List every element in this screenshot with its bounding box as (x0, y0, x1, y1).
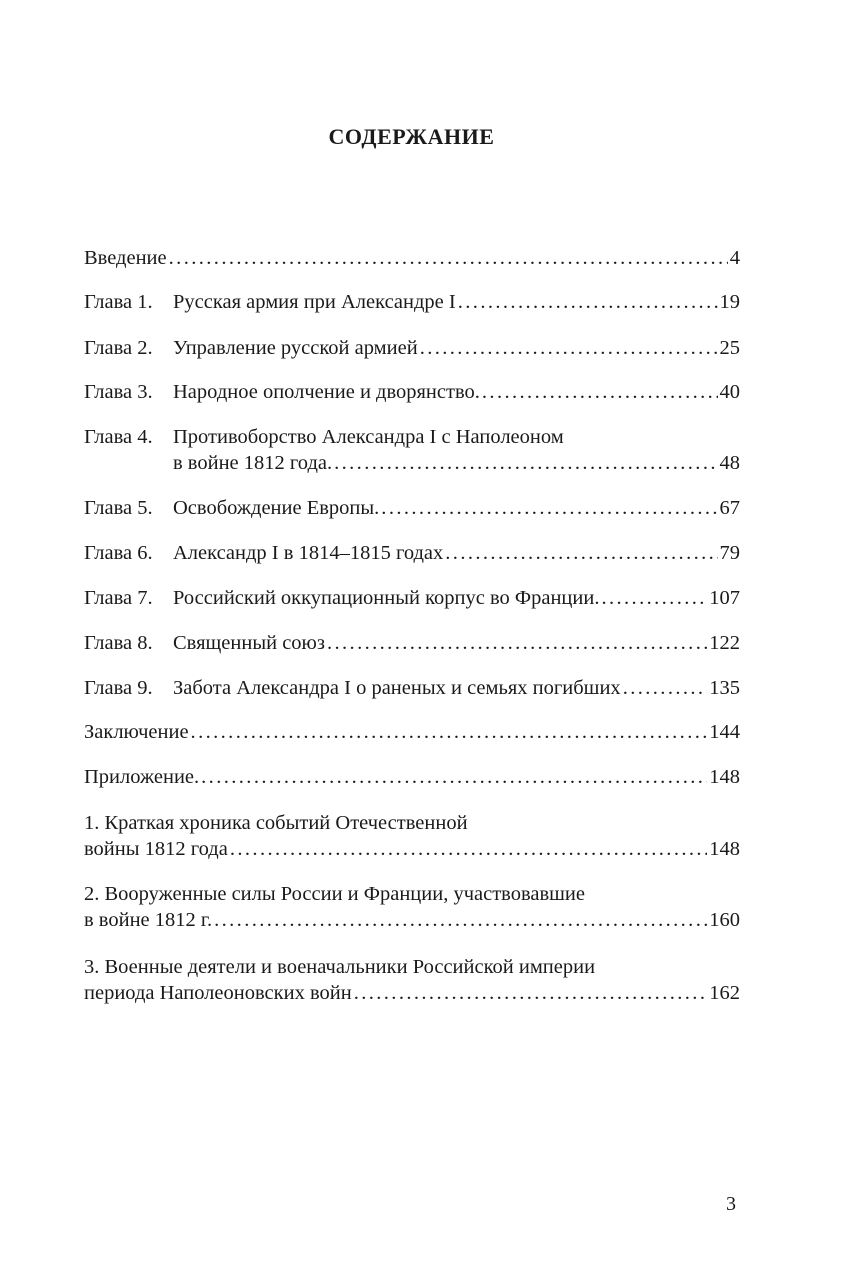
toc-entry-title: Александр I в 1814–1815 годах (173, 542, 444, 564)
dot-leader (445, 540, 717, 566)
toc-entry-title-line-1: 1. Краткая хроника событий Отечественной (84, 812, 468, 834)
toc-entry-page: 148 (709, 838, 740, 860)
dot-leader (482, 379, 718, 405)
chapter-label: Глава 1. (84, 291, 153, 313)
toc-entry-appendix-2 (84, 881, 740, 933)
toc-entry-introduction (84, 245, 740, 271)
dot-leader (169, 245, 728, 271)
dot-leader (601, 585, 707, 611)
toc-entry-appendix-3 (84, 954, 740, 1006)
toc-entry-page: 122 (709, 632, 740, 654)
toc-entry-page: 135 (709, 677, 740, 699)
toc-entry-title: Освобождение Европы. (173, 497, 380, 519)
dot-leader (381, 495, 717, 521)
toc-entry-page: 19 (719, 291, 740, 313)
toc-entry-page: 4 (729, 247, 740, 269)
toc-entry-conclusion (84, 719, 740, 745)
toc-entry-title-line-1: 3. Военные деятели и военачальники Российской империи (84, 956, 596, 978)
toc-entry-title: Приложение. (84, 766, 200, 788)
toc-entry-title-line-1: Противоборство Александра I с Наполеоном (173, 426, 564, 448)
dot-leader (354, 980, 708, 1006)
dot-leader (458, 289, 718, 315)
chapter-label: Глава 8. (84, 632, 153, 654)
page-title: СОДЕРЖАНИЕ (328, 124, 495, 149)
toc-entry-chapter-7 (84, 585, 740, 611)
toc-entry-page: 79 (719, 542, 740, 564)
toc-entry-chapter-6 (84, 540, 740, 566)
toc-entry-chapter-8 (84, 630, 740, 656)
toc-entry-appendix-1 (84, 810, 740, 862)
toc-entry-title: Введение (84, 247, 167, 269)
toc-entry-chapter-5 (84, 495, 740, 521)
chapter-label: Глава 2. (84, 337, 153, 359)
dot-leader (327, 630, 707, 656)
toc-entry-chapter-2 (84, 335, 740, 361)
toc-entry-page: 107 (709, 587, 740, 609)
toc-entry-page: 162 (709, 982, 740, 1004)
toc-entry-chapter-4 (84, 424, 740, 476)
toc-entry-page: 40 (719, 381, 740, 403)
toc-entry-title-line-2: войны 1812 года (84, 838, 228, 860)
chapter-label: Глава 9. (84, 677, 153, 699)
toc-entry-page: 144 (709, 721, 740, 743)
toc-entry-chapter-1 (84, 289, 740, 315)
chapter-label: Глава 6. (84, 542, 153, 564)
toc-entry-chapter-3 (84, 379, 740, 405)
toc-entry-appendix (84, 764, 740, 790)
toc-entry-title: Заключение (84, 721, 189, 743)
toc-entry-title-line-2: периода Наполеоновских войн (84, 982, 352, 1004)
chapter-label: Глава 4. (84, 426, 153, 448)
toc-entry-title: Российский оккупационный корпус во Франции. (173, 587, 600, 609)
page-number: 3 (726, 1193, 736, 1215)
toc-entry-title-line-2: в войне 1812 г. (84, 909, 213, 931)
toc-entry-title: Забота Александра I о раненых и семьях погибших (173, 677, 621, 699)
dot-leader (201, 764, 707, 790)
dot-leader (334, 450, 717, 476)
chapter-label: Глава 7. (84, 587, 153, 609)
toc-entry-chapter-9 (84, 675, 740, 701)
dot-leader (191, 719, 708, 745)
toc-entry-page: 67 (719, 497, 740, 519)
toc-entry-title: Русская армия при Александре I (173, 291, 456, 313)
chapter-label: Глава 5. (84, 497, 153, 519)
toc-entry-page: 148 (709, 766, 740, 788)
toc-entry-title: Священный союз (173, 632, 325, 654)
toc-entry-title: Народное ополчение и дворянство. (173, 381, 480, 403)
dot-leader (623, 675, 708, 701)
toc-entry-title-line-2: в войне 1812 года. (173, 452, 333, 474)
dot-leader (420, 335, 718, 361)
toc-entry-page: 25 (719, 337, 740, 359)
dot-leader (214, 907, 707, 933)
dot-leader (230, 836, 707, 862)
chapter-label: Глава 3. (84, 381, 153, 403)
toc-entry-page: 48 (719, 452, 740, 474)
toc-entry-title: Управление русской армией (173, 337, 418, 359)
toc-entry-title-line-1: 2. Вооруженные силы России и Франции, участвовавшие (84, 883, 585, 905)
toc-entry-page: 160 (709, 909, 740, 931)
